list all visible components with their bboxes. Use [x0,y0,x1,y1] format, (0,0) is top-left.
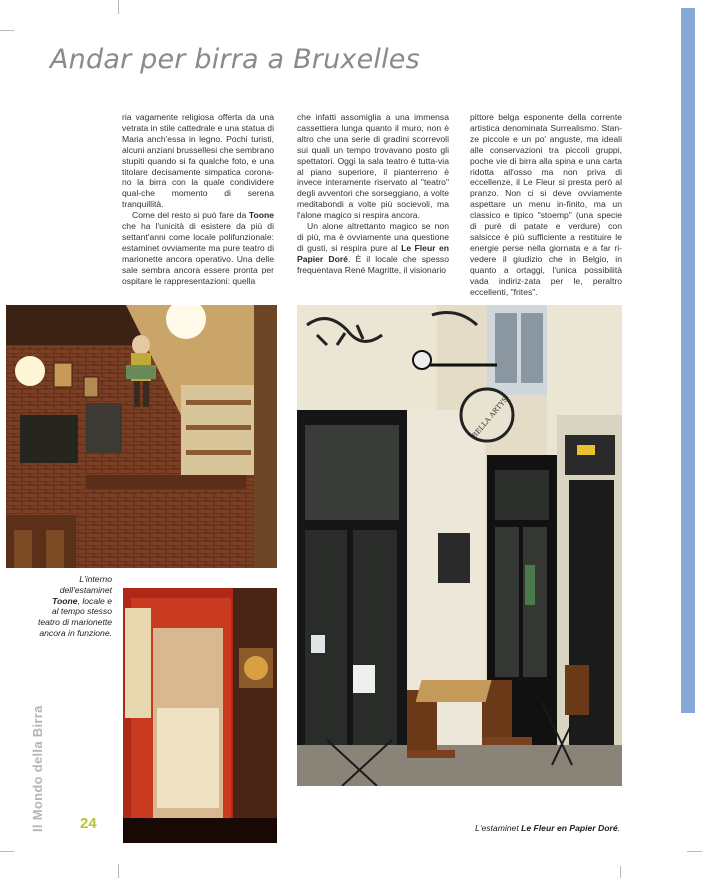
paragraph: che infatti assomiglia a una immensa cassettiera lunga quanto il muro, non è altro che una serie di gradini scorrevoli sui quali un tempo trovavano posto gli spettatori. Oggi la sala teatro è tutta-via al piano superiore, il pianterreno è invece interamente riservato al "teatro" degli avventori che sorseggiano, a volte meditabondi a volte più socievoli, ma l'alone magico si respira ancora. [297,112,449,221]
photo-caption-le-fleur: L'estaminet Le Fleur en Papier Doré. [475,823,620,833]
sidebar-label: Il Mondo della Birra [30,705,45,832]
paragraph: Un alone altrettanto magico se non di più, ma è ovviamente una questione di gusti, si respira pure al Le Fleur en Papier Doré. È il locale che spesso frequentava René Magritte, il visionario [297,221,449,275]
photo-caption-toone: L'interno dell'estaminet Toone, locale e al tempo stesso teatro di marionette ancora in funzione. [37,574,112,638]
text-column-3 [470,112,622,297]
crop-mark [0,851,14,852]
venue-name: Le Fleur en Papier Doré [521,823,618,833]
facade-illustration [297,305,622,786]
photo-le-fleur-facade [297,305,622,786]
photo-toone-bar-interior [6,305,277,568]
venue-name: Toone [52,595,78,606]
crop-mark [118,864,119,878]
crop-mark [0,30,14,31]
text-column-1 [122,112,274,287]
venue-name: Toone [248,210,274,221]
photo-toone-theatre [123,588,277,843]
page-number: 24 [80,815,97,832]
theatre-illustration [123,588,277,843]
crop-mark [687,851,702,852]
text-column-2 [297,112,449,276]
crop-mark [620,866,621,878]
paragraph: pittore belga esponente della corrente artistica denominata Surrealismo. Stan-ze piccole e un po' anguste, ma ideali alle conservazioni tra piccoli gruppi, poche vie di birra alla spina e una carta ridotta all'osso ma non priva di eccellenze, il Le Fleur si presta però al pranzo. Non ci si deve ovviamente aspettare un menu in-finito, ma un classico e tipico "stoemp" (una specie di purè di patate e verdure) con salsicce è più sufficiente a restituire le energie perse nella giornata e a far ri-vedere il giudizio che in Belgio, in quanto a ortaggi, l'unica possibilità vada indiriz-zata per le, peraltro eccellenti, "frites". [470,112,622,297]
paragraph: Come del resto si può fare da Toone che ha l'unicità di esistere da più di settant'anni come locale polifunzionale: estaminet ovviamente ma pure teatro di marionette ancora operativo. Una delle sale sembra ancora essere pronta per ospitare le rappresentazioni: quella [122,210,274,286]
accent-bar [681,8,695,713]
crop-mark [118,0,119,14]
bar-interior-illustration [6,305,277,568]
paragraph: ria vagamente religiosa offerta da una vetrata in stile cattedrale e una statua di Maria anch'essa in legno. Pochi turisti, alcuni anziani brussellesi che sembrano stupiti quando si fa qualche foto, e una titolare decisamente simpatica corona-no la birra con la quale condividere qual-che momento di serena tranquillità. [122,112,274,210]
sign-text: BELLA ARTYS [470,395,510,440]
venue-name: Le Fleur en Papier Doré [297,242,449,264]
page-title: Andar per birra a Bruxelles [50,44,420,75]
